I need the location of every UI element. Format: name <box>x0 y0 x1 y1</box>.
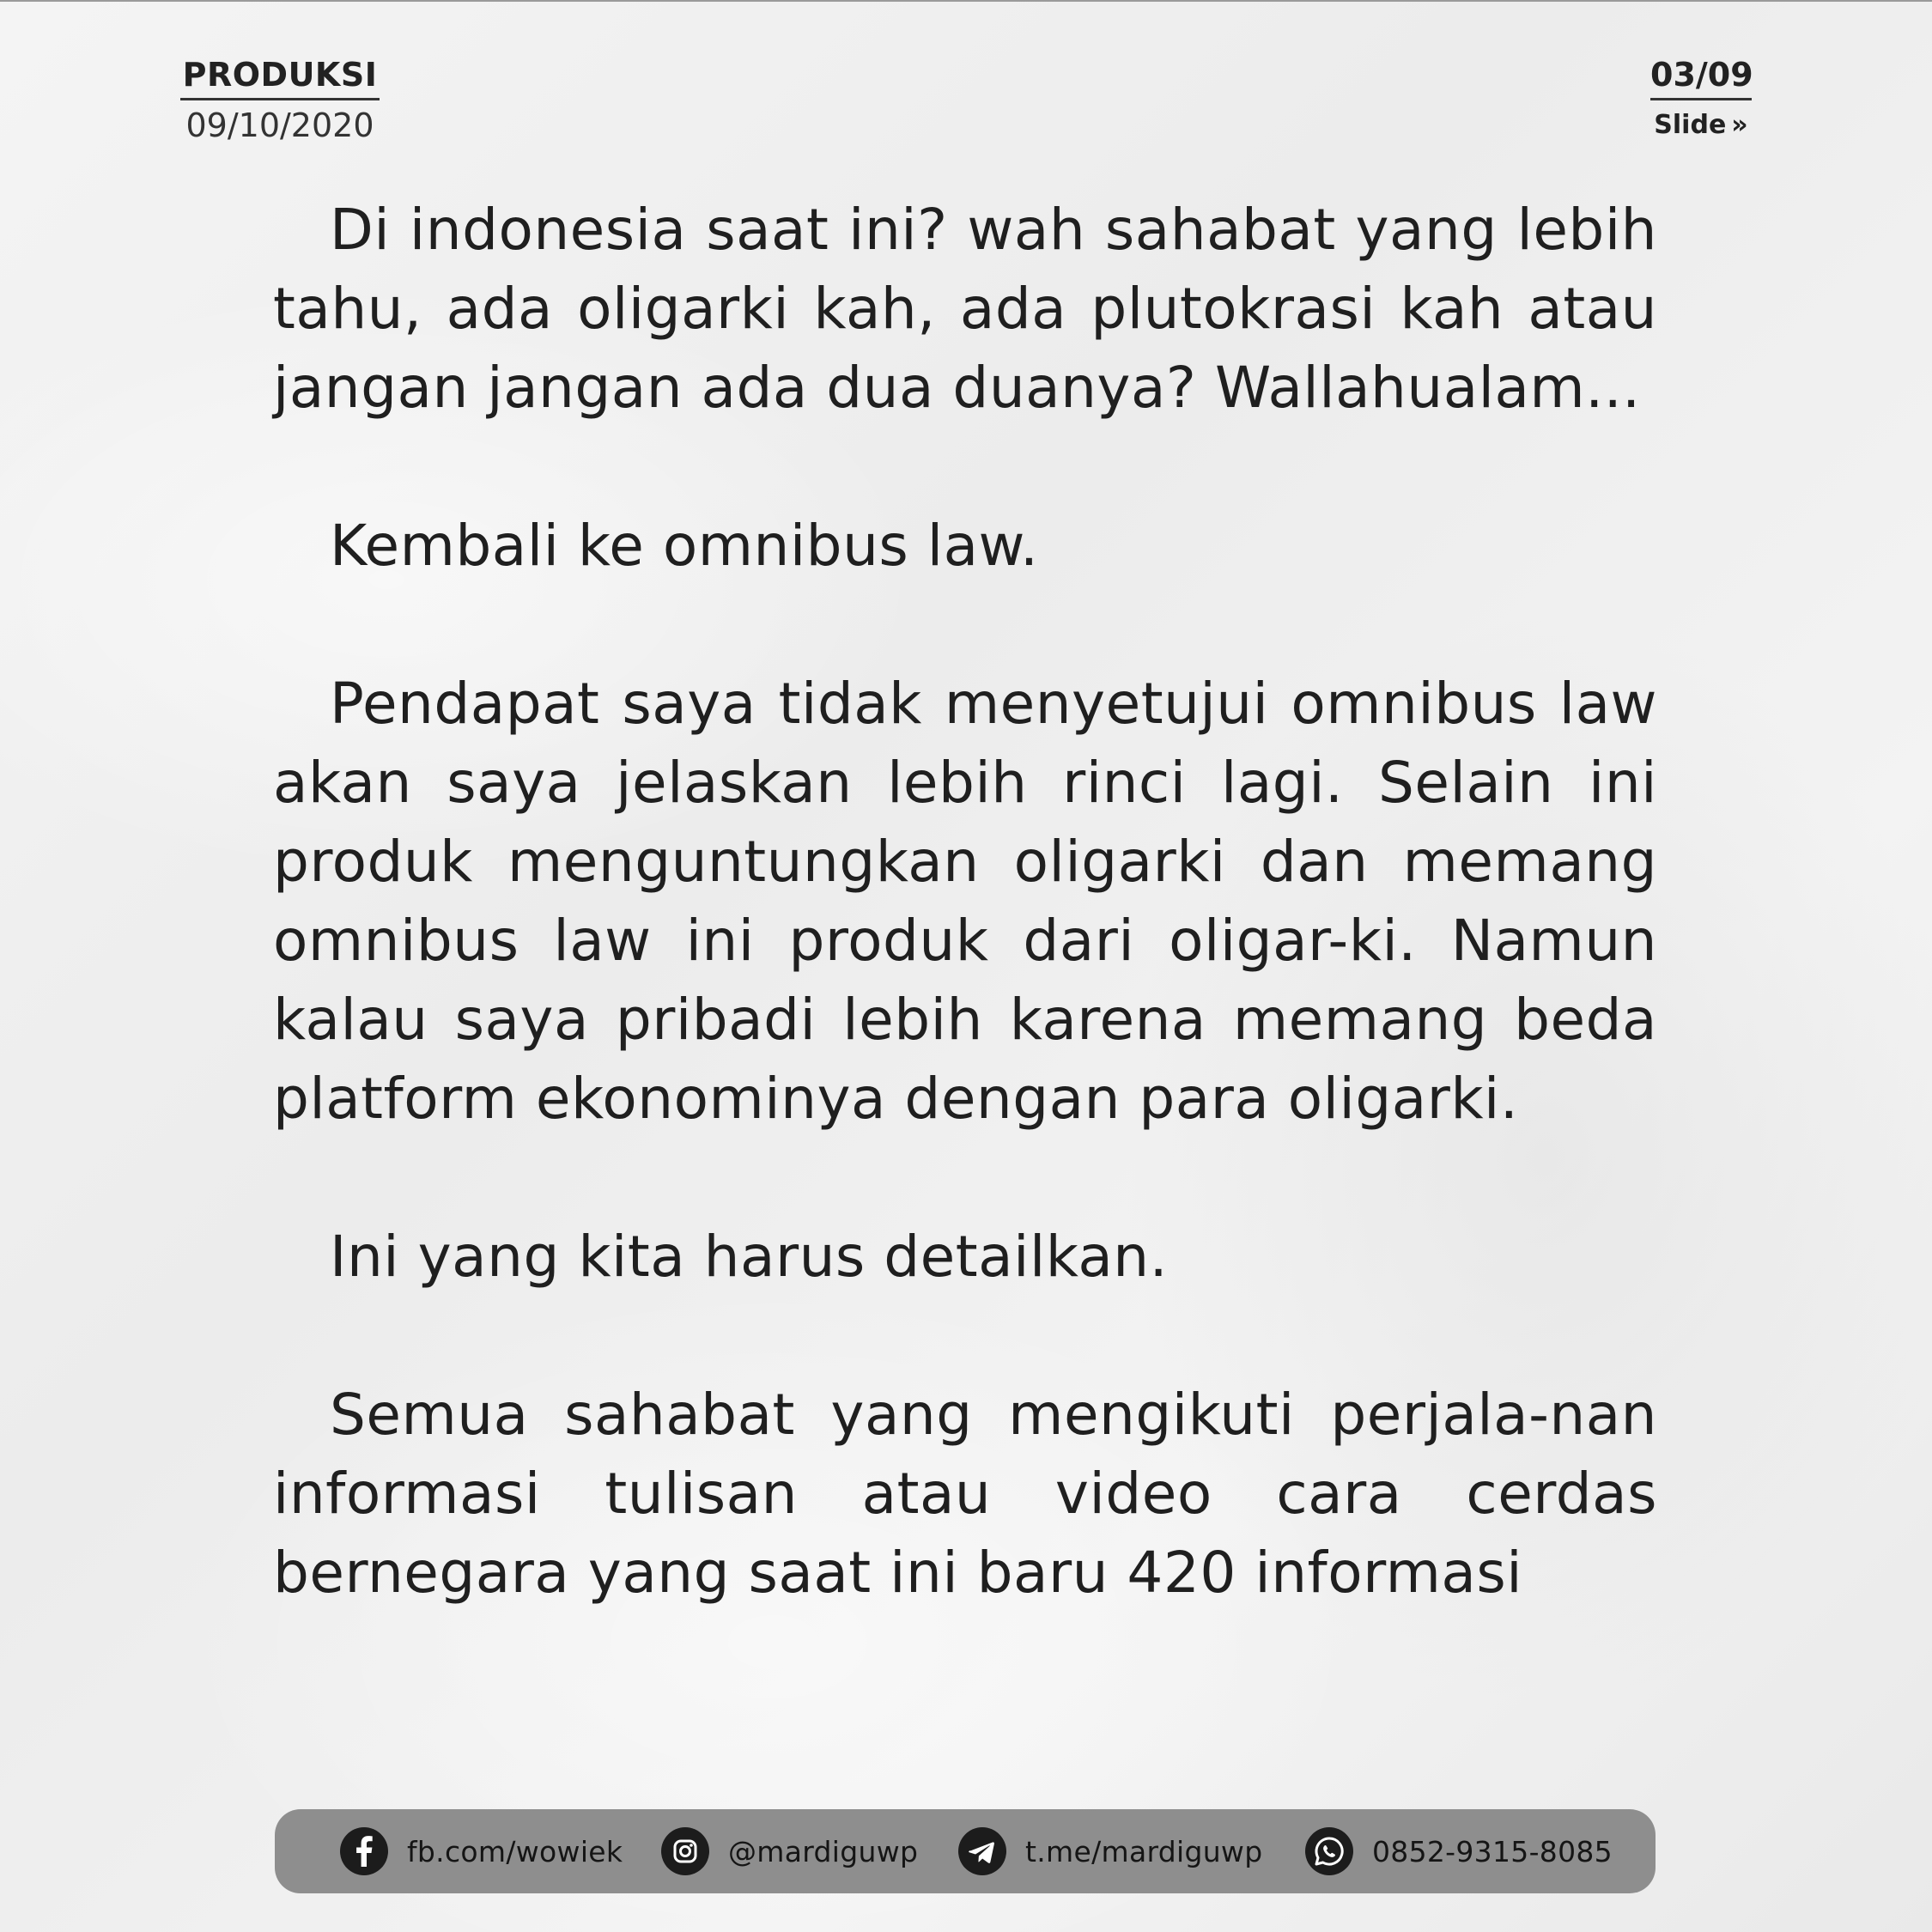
paragraph-5: Semua sahabat yang mengikuti perjala-nan informasi tulisan atau video cara cerdas bernegara yang saat ini baru 420 informasi <box>273 1382 1657 1606</box>
paragraph-2: Kembali ke omnibus law. <box>330 513 1039 579</box>
facebook-contact[interactable] <box>340 1809 623 1893</box>
category-underline <box>180 98 380 100</box>
article-body <box>273 191 1657 1613</box>
paragraph-4: Ini yang kita harus detailkan. <box>330 1224 1169 1290</box>
whatsapp-icon <box>1305 1827 1353 1875</box>
instagram-handle: @mardiguwp <box>728 1834 919 1868</box>
contact-footer <box>275 1809 1656 1893</box>
page-underline <box>1650 98 1752 100</box>
facebook-icon <box>340 1827 388 1875</box>
instagram-contact[interactable] <box>661 1809 918 1893</box>
page-counter: 03/09 <box>1650 56 1753 94</box>
facebook-handle: fb.com/wowiek <box>407 1834 623 1868</box>
paragraph-1: Di indonesia saat ini? wah sahabat yang lebih tahu, ada oligarki kah, ada plutokrasi kah atau jangan jangan ada dua duanya? Wallahualam... <box>273 197 1657 421</box>
double-chevron-right-icon: » <box>1731 110 1748 140</box>
whatsapp-contact[interactable] <box>1305 1809 1613 1893</box>
instagram-icon <box>661 1827 709 1875</box>
top-border <box>0 0 1932 2</box>
whatsapp-number: 0852-9315-8085 <box>1372 1834 1613 1868</box>
slide-indicator[interactable] <box>1650 106 1752 145</box>
header-right <box>1650 53 1752 145</box>
post-date: 09/10/2020 <box>185 106 374 144</box>
telegram-handle: t.me/mardiguwp <box>1025 1834 1263 1868</box>
slide-label: Slide <box>1654 110 1727 140</box>
category-label: PRODUKSI <box>182 56 378 94</box>
paragraph-3: Pendapat saya tidak menyetujui omnibus law akan saya jelaskan lebih rinci lagi. Selain ini produk menguntungkan oligarki dan memang omnibus law ini produk dari oligar-ki. Namun kalau saya pribadi lebih karena memang beda platform ekonominya dengan para oligarki. <box>273 671 1657 1132</box>
telegram-icon <box>958 1827 1006 1875</box>
telegram-contact[interactable] <box>958 1809 1262 1893</box>
header-left <box>180 53 380 145</box>
